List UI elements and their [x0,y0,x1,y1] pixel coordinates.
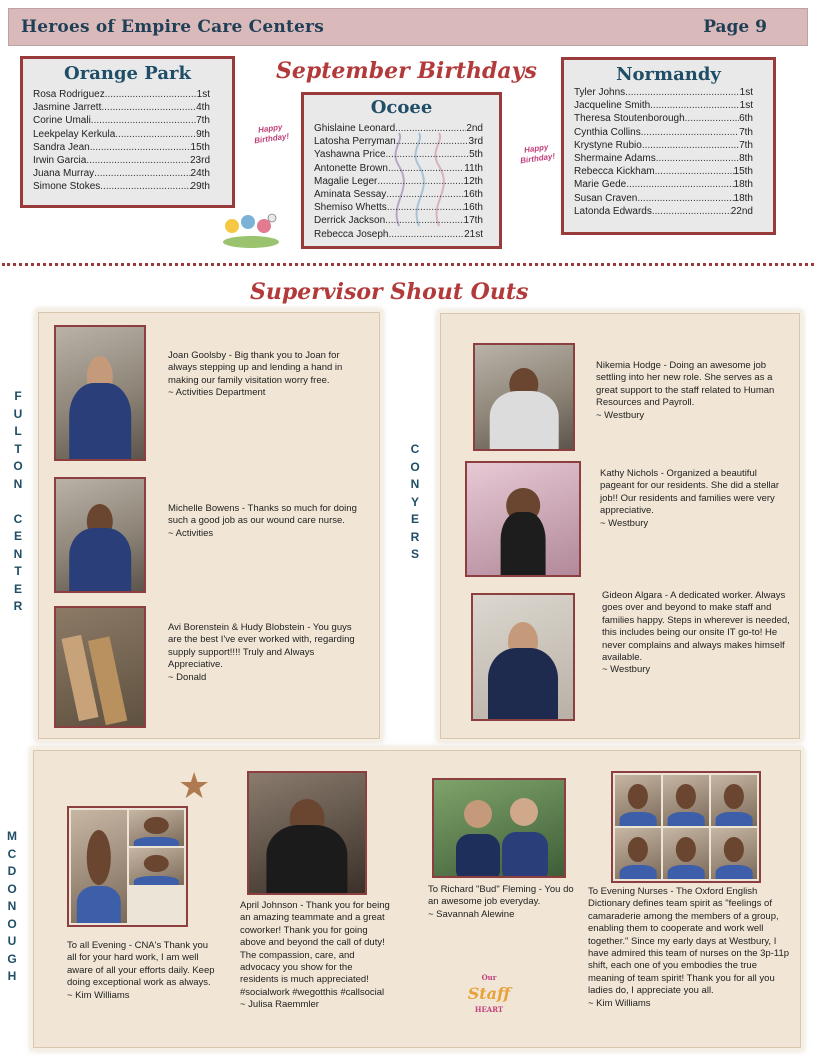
birthday-row: Shermaine Adams ..... 8th [574,152,753,165]
birthday-row: Derrick Jackson ..... 17th [314,214,483,227]
birthday-row: Juana Murray ..... 24th [33,167,210,180]
section-divider [2,263,814,266]
birthday-row: Magalie Leger ..... 12th [314,175,483,188]
birthday-row: Susan Craven ..... 18th [574,192,753,205]
kathy-nichols-photo [465,461,581,577]
april-johnson-photo [247,771,367,895]
michelle-bowens-photo [54,477,146,593]
mcdonough-label: M C D O N O U G H [7,829,17,983]
orange-park-list [33,88,210,194]
evening-cnas-photo-collage [67,806,188,927]
supply-boxes-photo [54,606,146,728]
birthday-row: Leekpelay Kerkula ..... 9th [33,128,210,141]
orange-park-box [20,56,235,208]
fulton-shoutout-1: Joan Goolsby - Big thank you to Joan for always stepping up and lending a hand in making our family visitation worry free. ~ Activities Department [168,350,343,399]
birthday-row: Corine Umali ..... 7th [33,114,210,127]
mcdonough-shoutout-1: To all Evening - CNA's Thank you all for your hard work, I am well aware of all your efforts daily. Keep doing exceptional work as always. ~ Kim Williams [67,940,215,1001]
richard-fleming-photo [432,778,566,878]
staff-heart-logo: Our Staff HEART [467,973,511,1014]
birthday-row: Latonda Edwards ..... 22nd [574,205,753,218]
conyers-shoutout-3: Gideon Algara - A dedicated worker. Always goes over and beyond to make staff and families happy. Steps in wherever is needed, this includes being our onsite IT go-to! He never complains and always makes himself available. ~ Westbury [602,590,790,676]
fulton-shoutout-3: Avi Borenstein & Hudy Blobstein - You guys are the best I've ever worked with, regarding supply support!!!! Truly and Always Appreciative. ~ Donald [168,622,355,683]
mcdonough-shoutout-4: To Evening Nurses - The Oxford English Dictionary defines team spirit as "feelings of camaraderie among the members of a group, enabling them to cooperate and work well together." Since my early days at Westbury, I have admired this team of nurses on the 3p-11p shift, each one of you embodies the true meaning of team spirit! Thank you for all you ladies do, I appreciate you all. ~ Kim Williams [588,886,790,1009]
birthday-row: Ghislaine Leonard ..... 2nd [314,122,483,135]
birthday-row: Theresa Stoutenborough ..... 6th [574,112,753,125]
cartoon-dogs-graphic [218,208,284,252]
birthday-row: Yashawna Price ..... 5th [314,148,483,161]
star-icon: ★ [178,765,211,806]
birthday-row: Jacqueline Smith ..... 1st [574,99,753,112]
fulton-center-label: F U L T O N C E N T E R [13,389,23,613]
nikemia-hodge-photo [473,343,575,451]
page-number: Page 9 [703,17,767,37]
normandy-title: Normandy [616,64,721,85]
mcdonough-shoutout-3: To Richard "Bud" Fleming - You do an awesome job everyday. ~ Savannah Alewine [428,884,574,920]
ocoee-box [301,92,502,249]
normandy-box [561,57,776,235]
happy-birthday-graphic: Happy Birthday! [253,122,290,146]
fulton-shoutout-2: Michelle Bowens - Thanks so much for doing such a good job as our wound care nurse. ~ Activities [168,503,357,539]
ocoee-title: Ocoee [370,97,433,118]
happy-birthday-graphic: Happy Birthday! [519,142,556,166]
birthday-row: Rebecca Joseph ..... 21st [314,228,483,241]
mcdonough-shoutout-2: April Johnson - Thank you for being an amazing teammate and a great coworker! Thank you for going above and beyond the call of duty! The compassion, care, and advocacy you show for the residents is much appreciated! #socialwork #wegotthis #callsocial ~ Julisa Raemmler [240,900,390,1011]
gideon-algara-photo [471,593,575,721]
joan-goolsby-photo [54,325,146,461]
birthdays-heading: September Birthdays [276,58,537,84]
birthday-row: Irwin Garcia ..... 23rd [33,154,210,167]
orange-park-title: Orange Park [64,63,191,84]
birthday-row: Simone Stokes ..... 29th [33,180,210,193]
birthday-row: Aminata Sessay ..... 16th [314,188,483,201]
normandy-list [574,86,753,218]
conyers-shoutout-2: Kathy Nichols - Organized a beautiful pageant for our residents. She did a stellar job!! Our residents and families were very appreciative. ~ Westbury [600,468,780,529]
birthday-row: Cynthia Collins ..... 7th [574,126,753,139]
conyers-shoutout-1: Nikemia Hodge - Doing an awesome job settling into her new role. She serves as a great support to the staff related to Human Resources and Payroll. ~ Westbury [596,360,775,421]
birthday-row: Rebecca Kickham ..... 15th [574,165,753,178]
birthday-row: Shemiso Whetts ..... 16th [314,201,483,214]
birthday-row: Marie Gede ..... 18th [574,178,753,191]
conyers-label: C O N Y E R S [410,442,420,561]
birthday-row: Krystyne Rubio ..... 7th [574,139,753,152]
birthday-row: Antonette Brown ..... 11th [314,162,483,175]
birthday-row: Tyler Johns ..... 1st [574,86,753,99]
evening-nurses-photo-collage [611,771,761,883]
header-bar [8,8,808,46]
newsletter-title: Heroes of Empire Care Centers [21,17,324,37]
birthday-row: Sandra Jean ..... 15th [33,141,210,154]
ocoee-list [314,122,483,241]
birthday-row: Rosa Rodriguez ..... 1st [33,88,210,101]
shoutouts-heading: Supervisor Shout Outs [250,279,529,305]
birthday-row: Latosha Perryman ..... 3rd [314,135,483,148]
birthday-row: Jasmine Jarrett ..... 4th [33,101,210,114]
